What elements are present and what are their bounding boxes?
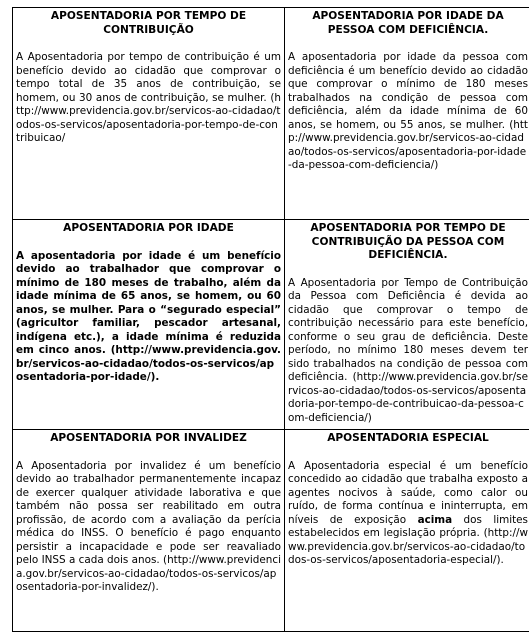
cell-title: APOSENTADORIA ESPECIAL [327, 432, 489, 444]
table-row [13, 8, 529, 220]
table-row [13, 220, 529, 430]
cell-url: (http://www.previdencia.gov.br/servicos-ao-cidadao/todos-os-servicos/aposentadoria-especial/). [288, 527, 528, 566]
emphasis-text: acima [417, 513, 453, 526]
cell-especial [285, 430, 529, 632]
cell-url: (http://www.previdencia.gov.br/servicos-ao-cidadao/todos-os-servicos/aposentadoria-por-idade/). [16, 344, 281, 383]
cell-tempo-contribuicao-deficiencia [285, 220, 529, 430]
cell-url: (http://www.previdencia.gov.br/servicos-ao-cidadao/todos-os-servicos/aposentadoria-por-tempo-de-contribuicao/ [16, 91, 281, 144]
cell-invalidez [13, 430, 285, 632]
cell-title: APOSENTADORIA POR TEMPO DE CONTRIBUIÇÃO [50, 10, 247, 36]
cell-url: (http://www.previdencia.gov.br/servicos-ao-cidadao/todos-os-servicos/aposentadoria-por-tempo-de-contribuicao-da-pessoa-com-deficiencia/) [288, 371, 528, 424]
cell-text: A Aposentadoria por Tempo de Contribuição da Pessoa com Deficiência é devida ao cidadão que comprovar o tempo de contribuição necessário para este benefício, conforme o seu grau de deficiência. Deste período, no mínimo 180 meses devem ter sido trabalhados na condição de pessoa com deficiência. (http://www.previdencia.gov.br/servicos-ao-cidadao/todos-os-servicos/aposentadoria-por-tempo-de-contribuicao-da-pessoa-com-deficiencia/) [288, 276, 528, 424]
table-row [13, 430, 529, 632]
cell-text: A aposentadoria por idade é um benefício devido ao trabalhador que comprovar o mínimo de 180 meses de trabalho, além da idade mínima de 65 anos, se homem, ou 60 anos, se mulher. Para o “segurado especial” (agricultor familiar, pescador artesanal, indígena etc.), a idade mínima é reduzida em cinco anos. (http://www.previdencia.gov.br/servicos-ao-cidadao/todos-os-servicos/aposentadoria-por-idade/). [16, 249, 281, 383]
cell-title: APOSENTADORIA POR INVALIDEZ [50, 432, 247, 444]
cell-url: (http://www.previdencia.gov.br/servicos-ao-cidadao/todos-os-servicos/aposentadoria-por-idade-da-pessoa-com-deficiencia/) [288, 118, 528, 171]
cell-title: APOSENTADORIA POR TEMPO DE CONTRIBUIÇÃO DA PESSOA COM DEFICIÊNCIA. [310, 222, 506, 261]
cell-idade-deficiencia [285, 8, 529, 220]
cell-text: A Aposentadoria especial é um benefício concedido ao cidadão que trabalha exposto a agentes nocivos à saúde, como calor ou ruído, de forma contínua e ininterrupta, em níveis de exposição acima dos limites estabelecidos em legislação própria. (http://www.previdencia.gov.br/servicos-ao-cidadao/todos-os-servicos/aposentadoria-especial/). [288, 459, 528, 566]
benefits-table [12, 7, 529, 632]
cell-text: A aposentadoria por idade da pessoa com deficiência é um benefício devido ao cidadão que comprovar o mínimo de 180 meses trabalhados na condição de pessoa com deficiência, além da idade mínima de 60 anos, se homem, ou 55 anos, se mulher. (http://www.previdencia.gov.br/servicos-ao-cidadao/todos-os-servicos/aposentadoria-por-idade-da-pessoa-com-deficiencia/) [288, 51, 528, 171]
cell-title: APOSENTADORIA POR IDADE [63, 222, 234, 234]
cell-idade [13, 220, 285, 430]
cell-tempo-contribuicao [13, 8, 285, 220]
cell-url: (http://www.previdencia.gov.br/servicos-ao-cidadao/todos-os-servicos/aposentadoria-por-invalidez/). [16, 554, 281, 593]
cell-text: A Aposentadoria por invalidez é um benefício devido ao trabalhador permanentemente incapaz de exercer qualquer atividade laborativa e que também não possa ser reabilitado em outra profissão, de acordo com a avaliação da perícia médica do INSS. O benefício é pago enquanto persistir a incapacidade e pode ser reavaliado pelo INSS a cada dois anos. (http://www.previdencia.gov.br/servicos-ao-cidadao/todos-os-servicos/aposentadoria-por-invalidez/). [16, 459, 281, 593]
cell-text: A Aposentadoria por tempo de contribuição é um benefício devido ao cidadão que comprovar o tempo total de 35 anos de contribuição, se homem, ou 30 anos de contribuição, se mulher. (http://www.previdencia.gov.br/servicos-ao-cidadao/todos-os-servicos/aposentadoria-por-tempo-de-contribuicao/ [16, 51, 281, 144]
cell-title: APOSENTADORIA POR IDADE DA PESSOA COM DEFICIÊNCIA. [312, 10, 504, 36]
